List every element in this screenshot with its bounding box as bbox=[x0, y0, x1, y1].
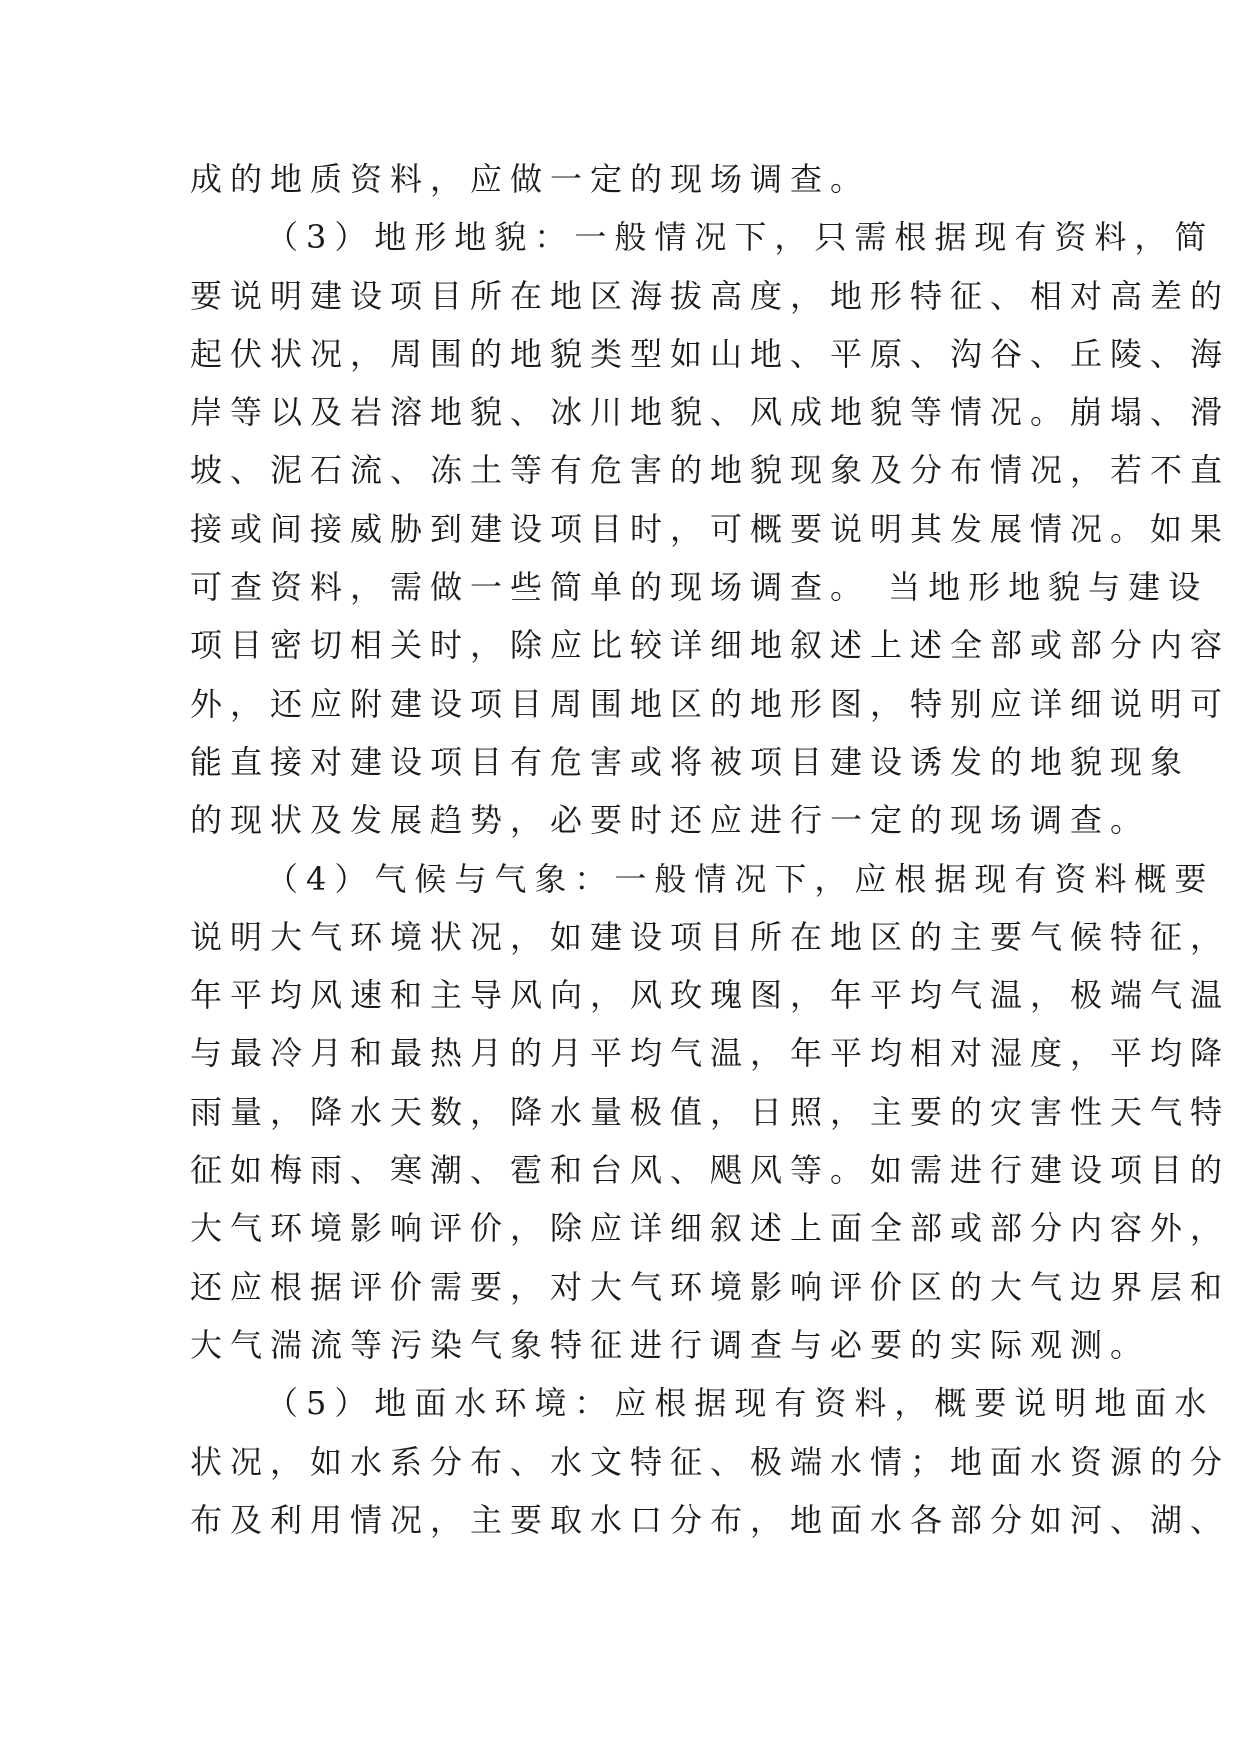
text-line: 能直接对建设项目有危害或将被项目建设诱发的地貌现象 bbox=[190, 742, 1191, 781]
text-line: 项目密切相关时，除应比较详细地叙述上述全部或部分内容 bbox=[190, 626, 1231, 665]
text-line: 岸等以及岩溶地貌、冰川地貌、风成地貌等情况。崩塌、滑 bbox=[190, 393, 1231, 432]
text-line: 征如梅雨、寒潮、雹和台风、飓风等。如需进行建设项目的 bbox=[190, 1151, 1231, 1190]
text-line: 大气环境影响评价，除应详细叙述上面全部或部分内容外， bbox=[190, 1209, 1231, 1248]
text-line: 接或间接威胁到建设项目时，可概要说明其发展情况。如果 bbox=[190, 509, 1231, 548]
body-text bbox=[190, 150, 1231, 1549]
paragraph-5-first-line: （5）地面水环境：应根据现有资料，概要说明地面水 bbox=[266, 1384, 1215, 1423]
text-line: 成的地质资料，应做一定的现场调查。 bbox=[190, 160, 871, 198]
text-line: 外，还应附建设项目周围地区的地形图，特别应详细说明可 bbox=[190, 684, 1231, 723]
text-line: 年平均风速和主导风向，风玫瑰图，年平均气温，极端气温 bbox=[190, 976, 1231, 1015]
text-line: 还应根据评价需要，对大气环境影响评价区的大气边界层和 bbox=[190, 1267, 1231, 1306]
text-line: 起伏状况，周围的地貌类型如山地、平原、沟谷、丘陵、海 bbox=[190, 334, 1231, 373]
text-line: 说明大气环境状况，如建设项目所在地区的主要气候特征， bbox=[190, 917, 1231, 956]
text-line: 的现状及发展趋势，必要时还应进行一定的现场调查。 bbox=[190, 801, 1151, 840]
paragraph-4-first-line: （4）气候与气象：一般情况下，应根据现有资料概要 bbox=[266, 859, 1215, 898]
text-line: 雨量，降水天数，降水量极值，日照，主要的灾害性天气特 bbox=[190, 1092, 1231, 1131]
paragraph-3-first-line: （3）地形地貌：一般情况下，只需根据现有资料，简 bbox=[266, 218, 1215, 257]
text-line: 大气湍流等污染气象特征进行调查与必要的实际观测。 bbox=[190, 1325, 1151, 1364]
text-line: 要说明建设项目所在地区海拔高度，地形特征、相对高差的 bbox=[190, 276, 1231, 315]
text-line: 状况，如水系分布、水文特征、极端水情；地面水资源的分 bbox=[190, 1442, 1231, 1481]
text-line: 可查资料，需做一些简单的现场调查。 当地形地貌与建设 bbox=[190, 568, 1209, 607]
text-line: 与最冷月和最热月的月平均气温，年平均相对湿度，平均降 bbox=[190, 1034, 1231, 1073]
text-line: 布及利用情况，主要取水口分布，地面水各部分如河、湖、 bbox=[190, 1500, 1231, 1539]
text-line: 坡、泥石流、冻土等有危害的地貌现象及分布情况，若不直 bbox=[190, 451, 1231, 490]
